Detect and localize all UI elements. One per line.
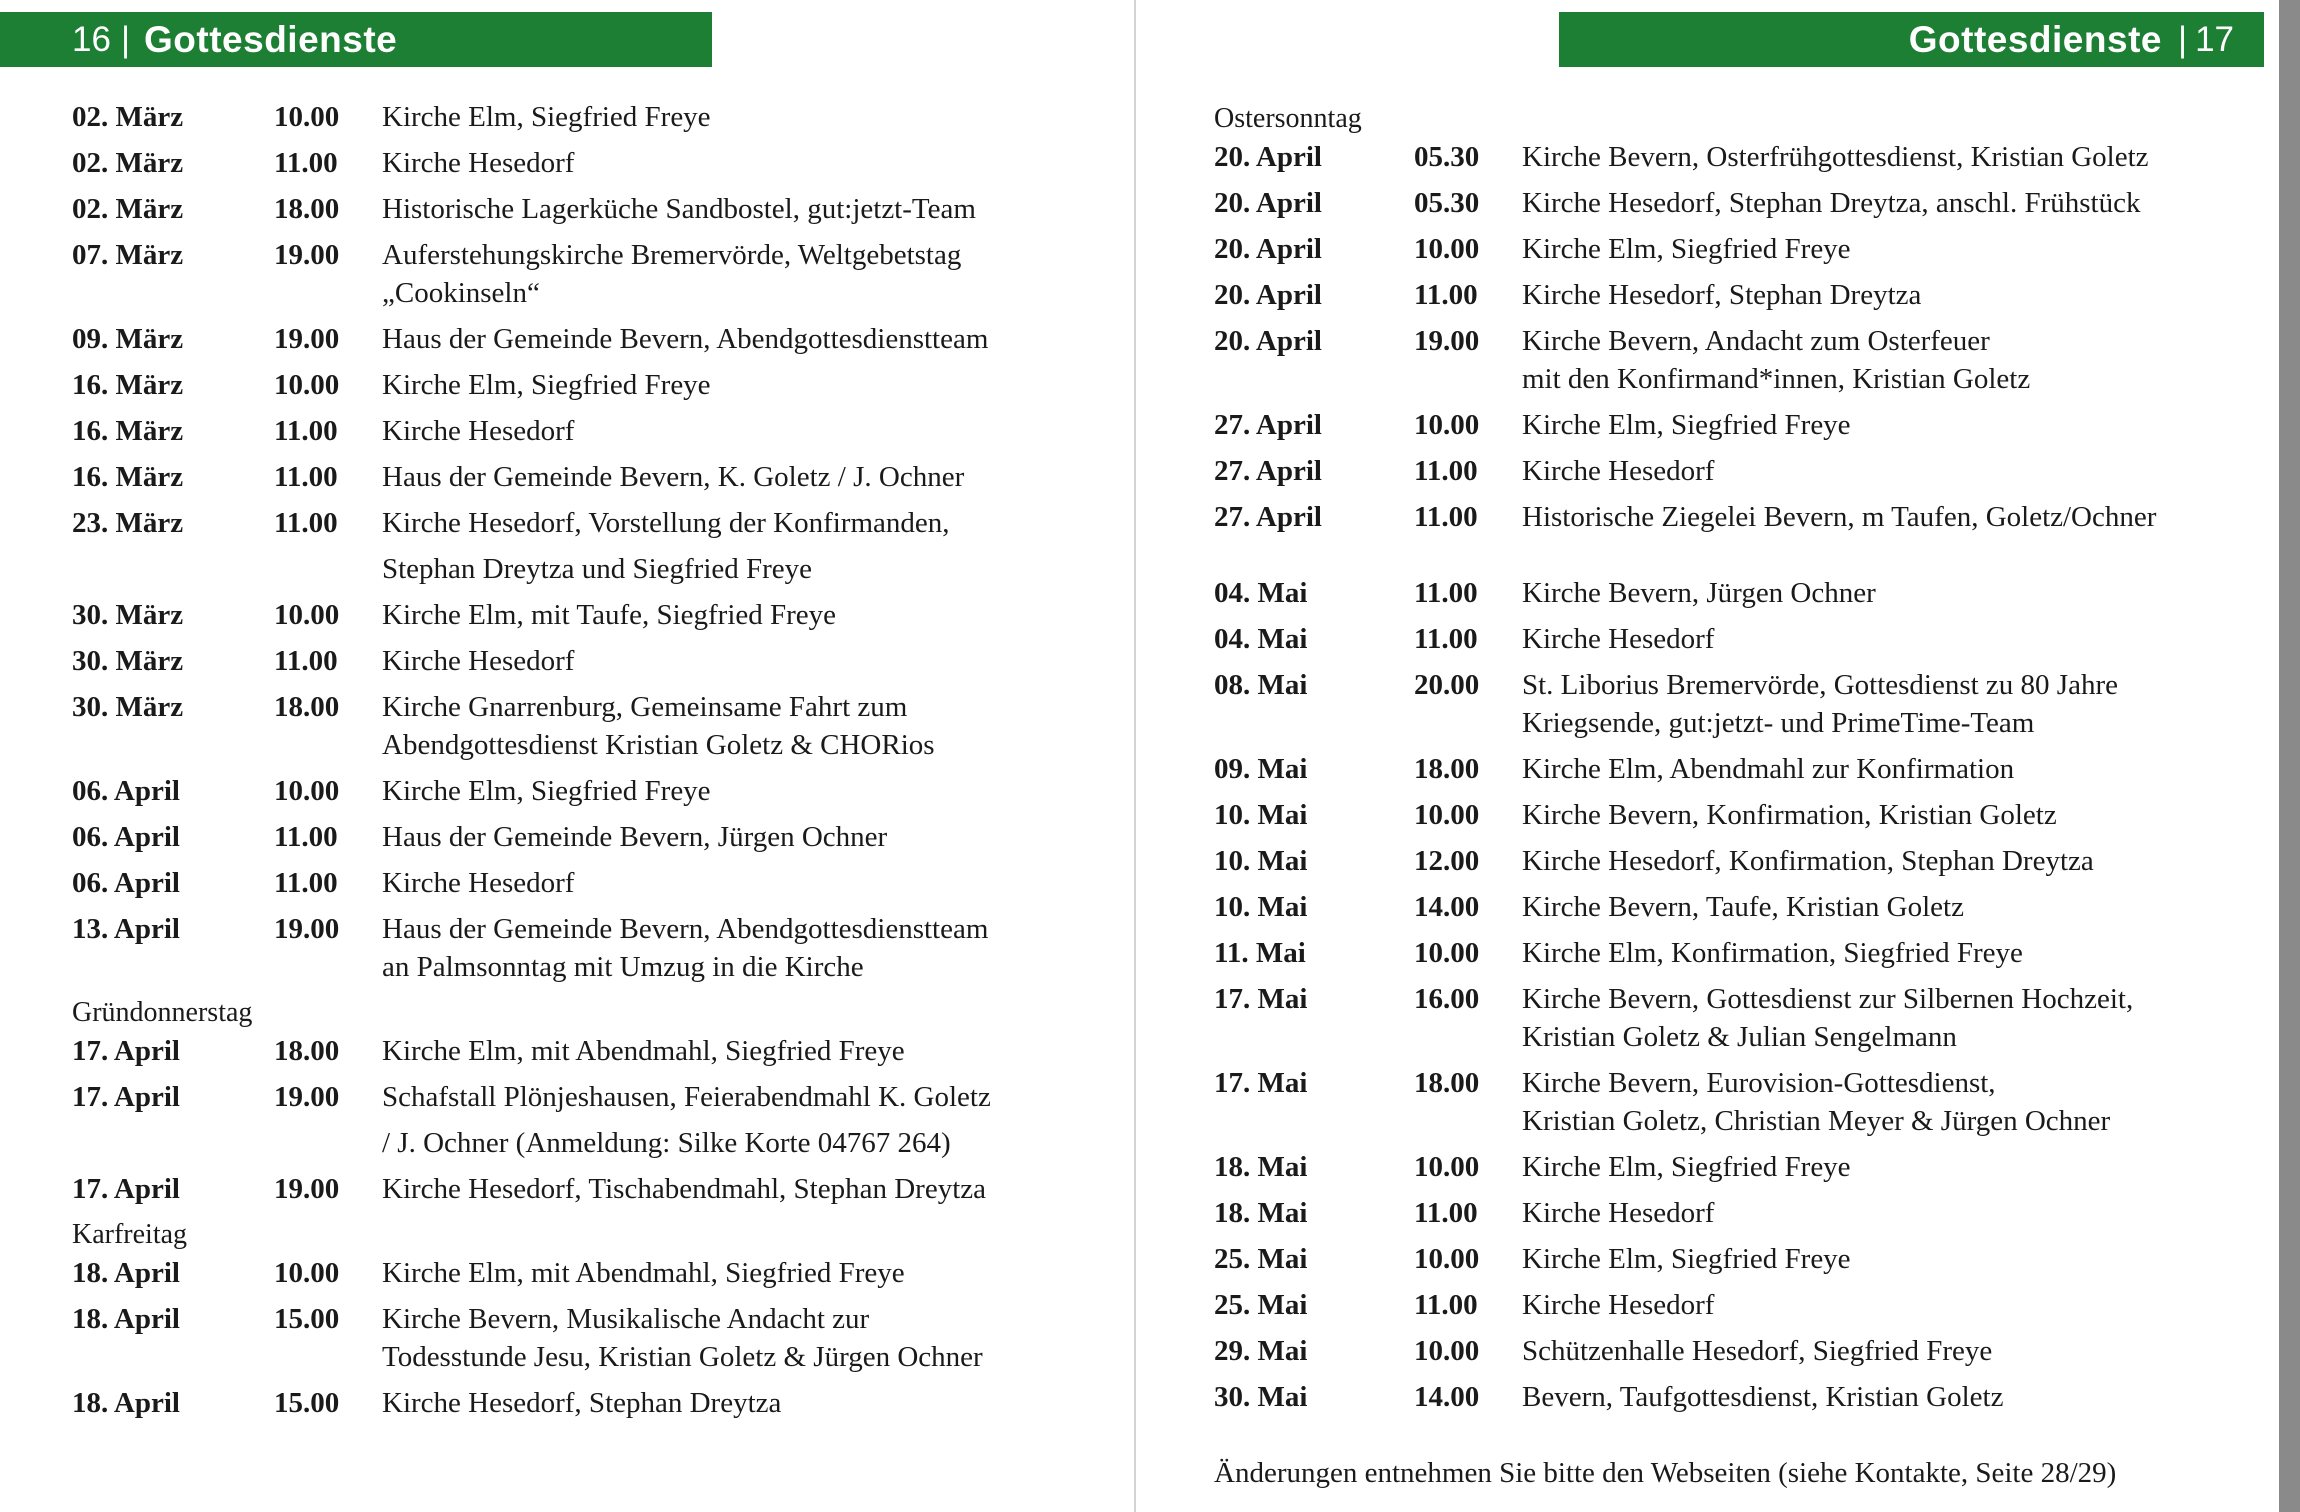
schedule-row — [1214, 276, 2254, 314]
service-time: 11.00 — [1414, 279, 1478, 311]
right-page-header — [1559, 12, 2264, 67]
service-time: 11.00 — [1414, 1289, 1478, 1321]
service-date: 30. März — [72, 691, 184, 723]
entries-group — [72, 1254, 1072, 1422]
description-line: Historische Lagerküche Sandbostel, gut:jetzt-Team — [382, 193, 976, 225]
schedule-row — [72, 910, 1072, 986]
service-description — [1522, 276, 2254, 314]
service-description — [382, 144, 1072, 182]
description-line: Auferstehungskirche Bremervörde, Weltgebetstag — [382, 239, 962, 271]
schedule-row — [72, 818, 1072, 856]
service-date: 18. April — [72, 1257, 180, 1289]
service-description — [1522, 1286, 2254, 1324]
description-line: Kirche Hesedorf — [1522, 623, 1715, 655]
footer-note: Änderungen entnehmen Sie bitte den Webseiten (siehe Kontakte, Seite 28/29) — [1214, 1457, 2117, 1489]
description-line: Kirche Hesedorf, Vorstellung der Konfirmanden, — [382, 507, 950, 539]
service-date: 08. Mai — [1214, 669, 1308, 701]
description-line: Kirche Bevern, Musikalische Andacht zur — [382, 1303, 870, 1335]
schedule-row — [1214, 1148, 2254, 1186]
description-line: Kirche Hesedorf — [1522, 1289, 1715, 1321]
description-line: an Palmsonntag mit Umzug in die Kirche — [382, 951, 864, 983]
service-time: 05.30 — [1414, 187, 1480, 219]
service-date: 20. April — [1214, 187, 1322, 219]
service-date: 25. Mai — [1214, 1289, 1308, 1321]
service-time: 11.00 — [1414, 455, 1478, 487]
description-line: Kirche Elm, Siegfried Freye — [382, 101, 711, 133]
schedule-row — [72, 642, 1072, 680]
description-line: Kirche Bevern, Eurovision-Gottesdienst, — [1522, 1067, 1996, 1099]
service-description — [382, 1032, 1072, 1070]
schedule-row — [1214, 888, 2254, 926]
schedule-row — [72, 366, 1072, 404]
description-line: Kirche Elm, mit Abendmahl, Siegfried Freye — [382, 1257, 905, 1289]
service-description — [1522, 230, 2254, 268]
service-date: 02. März — [72, 101, 184, 133]
schedule-row — [72, 320, 1072, 358]
description-line: St. Liborius Bremervörde, Gottesdienst zu 80 Jahre — [1522, 669, 2118, 701]
section-label-gruendonnerstag: Gründonnerstag — [72, 997, 253, 1028]
description-line: Schafstall Plönjeshausen, Feierabendmahl K. Goletz — [382, 1081, 991, 1113]
description-line: Kirche Hesedorf — [1522, 1197, 1715, 1229]
page-title: Gottesdienste — [1908, 18, 2162, 60]
service-date: 30. März — [72, 599, 184, 631]
description-line: Todesstunde Jesu, Kristian Goletz & Jürgen Ochner — [382, 1341, 983, 1373]
service-date: 27. April — [1214, 409, 1322, 441]
service-description — [1522, 1378, 2254, 1416]
description-line: Kirche Hesedorf, Stephan Dreytza — [382, 1387, 782, 1419]
service-time: 10.00 — [1414, 409, 1480, 441]
schedule-row — [1214, 842, 2254, 880]
service-date: 02. März — [72, 147, 184, 179]
service-date: 17. April — [72, 1081, 180, 1113]
service-time: 14.00 — [1414, 1381, 1480, 1413]
service-time: 10.00 — [1414, 1151, 1480, 1183]
service-date: 20. April — [1214, 325, 1322, 357]
service-description — [382, 1384, 1072, 1422]
service-date: 30. März — [72, 645, 184, 677]
schedule-row — [1214, 1194, 2254, 1232]
description-line: Kristian Goletz & Julian Sengelmann — [1522, 1021, 1957, 1053]
schedule-row — [1214, 1240, 2254, 1278]
schedule-row — [1214, 498, 2254, 536]
description-line: Kirche Elm, Siegfried Freye — [382, 369, 711, 401]
description-line: Kirche Hesedorf — [382, 867, 575, 899]
schedule-row — [1214, 184, 2254, 222]
service-description — [1522, 406, 2254, 444]
description-line: Kirche Hesedorf, Tischabendmahl, Stephan Dreytza — [382, 1173, 987, 1205]
service-time: 11.00 — [274, 147, 338, 179]
service-description — [1522, 666, 2254, 742]
description-line: Kirche Hesedorf — [382, 415, 575, 447]
description-line: Kirche Bevern, Konfirmation, Kristian Goletz — [1522, 799, 2057, 831]
service-date: 25. Mai — [1214, 1243, 1308, 1275]
service-description — [382, 818, 1072, 856]
description-line: Kirche Elm, Siegfried Freye — [382, 775, 711, 807]
description-line: Haus der Gemeinde Bevern, Abendgottesdienstteam — [382, 913, 989, 945]
service-description — [382, 1300, 1072, 1376]
service-description — [382, 864, 1072, 902]
description-line: Schützenhalle Hesedorf, Siegfried Freye — [1522, 1335, 1993, 1367]
service-date: 10. Mai — [1214, 891, 1308, 923]
service-description — [1522, 1064, 2254, 1140]
schedule-row — [1214, 980, 2254, 1056]
right-page — [1136, 0, 2279, 1512]
service-description — [1522, 1148, 2254, 1186]
service-description — [382, 1170, 1072, 1208]
service-date: 17. Mai — [1214, 983, 1308, 1015]
schedule-row — [1214, 574, 2254, 612]
service-time: 14.00 — [1414, 891, 1480, 923]
left-page-header — [0, 12, 712, 67]
description-line: Kirche Elm, Konfirmation, Siegfried Freye — [1522, 937, 2023, 969]
service-date: 20. April — [1214, 141, 1322, 173]
service-description — [1522, 574, 2254, 612]
schedule-row — [1214, 620, 2254, 658]
service-date: 17. April — [72, 1173, 180, 1205]
service-date: 17. April — [72, 1035, 180, 1067]
schedule-row — [72, 412, 1072, 450]
service-date: 29. Mai — [1214, 1335, 1308, 1367]
entries-group — [1214, 574, 2254, 1416]
description-line: Bevern, Taufgottesdienst, Kristian Goletz — [1522, 1381, 2004, 1413]
service-time: 19.00 — [274, 1081, 340, 1113]
schedule-row — [1214, 1378, 2254, 1416]
service-time: 10.00 — [1414, 1243, 1480, 1275]
service-description — [1522, 138, 2254, 176]
schedule-row — [1214, 934, 2254, 972]
service-time: 11.00 — [274, 507, 338, 539]
service-time: 20.00 — [1414, 669, 1480, 701]
service-time: 16.00 — [1414, 983, 1480, 1015]
service-description — [382, 98, 1072, 136]
service-description — [1522, 1332, 2254, 1370]
service-time: 15.00 — [274, 1387, 340, 1419]
description-line: Kirche Hesedorf — [382, 645, 575, 677]
service-date: 20. April — [1214, 279, 1322, 311]
description-line: Kristian Goletz, Christian Meyer & Jürgen Ochner — [1522, 1105, 2111, 1137]
service-time: 15.00 — [274, 1303, 340, 1335]
service-description — [382, 772, 1072, 810]
service-time: 18.00 — [274, 193, 340, 225]
description-line: Kirche Elm, Abendmahl zur Konfirmation — [1522, 753, 2015, 785]
description-line: Kirche Hesedorf, Konfirmation, Stephan Dreytza — [1522, 845, 2094, 877]
description-line: mit den Konfirmand*innen, Kristian Goletz — [1522, 363, 2031, 395]
service-description — [382, 190, 1072, 228]
schedule-row — [1214, 1286, 2254, 1324]
service-date: 16. März — [72, 461, 184, 493]
service-time: 11.00 — [274, 645, 338, 677]
schedule-row — [1214, 1332, 2254, 1370]
section-label-ostersonntag: Ostersonntag — [1214, 103, 1362, 134]
page-number: 16 — [72, 19, 111, 59]
description-line: Haus der Gemeinde Bevern, Abendgottesdienstteam — [382, 323, 989, 355]
service-time: 10.00 — [1414, 937, 1480, 969]
service-time: 18.00 — [274, 1035, 340, 1067]
service-date: 07. März — [72, 239, 184, 271]
service-time: 10.00 — [274, 1257, 340, 1289]
service-time: 18.00 — [274, 691, 340, 723]
entries-group — [1214, 138, 2254, 536]
service-description — [382, 910, 1072, 986]
service-description — [1522, 934, 2254, 972]
schedule-list-right — [1214, 100, 2254, 1416]
service-time: 05.30 — [1414, 141, 1480, 173]
service-date: 30. Mai — [1214, 1381, 1308, 1413]
service-description — [382, 1078, 1072, 1162]
page-title: Gottesdienste — [144, 18, 398, 60]
service-date: 16. März — [72, 415, 184, 447]
schedule-row — [72, 236, 1072, 312]
service-time: 11.00 — [1414, 623, 1478, 655]
service-time: 11.00 — [274, 415, 338, 447]
service-description — [382, 366, 1072, 404]
schedule-row — [1214, 750, 2254, 788]
description-line: Kirche Elm, Siegfried Freye — [1522, 1151, 1851, 1183]
description-line: „Cookinseln“ — [382, 277, 540, 309]
service-time: 10.00 — [1414, 799, 1480, 831]
service-time: 10.00 — [274, 599, 340, 631]
service-date: 18. April — [72, 1387, 180, 1419]
service-time: 10.00 — [274, 101, 340, 133]
description-line: Haus der Gemeinde Bevern, Jürgen Ochner — [382, 821, 888, 853]
schedule-row — [1214, 452, 2254, 490]
service-date: 06. April — [72, 775, 180, 807]
schedule-row — [1214, 230, 2254, 268]
service-description — [382, 688, 1072, 764]
service-time: 11.00 — [1414, 501, 1478, 533]
service-description — [1522, 796, 2254, 834]
description-line: Kriegsende, gut:jetzt- und PrimeTime-Team — [1522, 707, 2035, 739]
header-separator: | — [2177, 19, 2188, 59]
schedule-row — [72, 864, 1072, 902]
description-line: Historische Ziegelei Bevern, m Taufen, Goletz/Ochner — [1522, 501, 2157, 533]
service-date: 06. April — [72, 821, 180, 853]
schedule-row — [1214, 138, 2254, 176]
schedule-row — [72, 458, 1072, 496]
schedule-row — [72, 144, 1072, 182]
schedule-row — [72, 596, 1072, 634]
service-description — [382, 596, 1072, 634]
service-date: 04. Mai — [1214, 623, 1308, 655]
service-description — [382, 1254, 1072, 1292]
entries-group — [72, 98, 1072, 986]
schedule-row — [72, 1078, 1072, 1162]
service-description — [1522, 498, 2254, 536]
description-line: Abendgottesdienst Kristian Goletz & CHORios — [382, 729, 935, 761]
service-time: 19.00 — [274, 323, 340, 355]
description-line: Kirche Bevern, Jürgen Ochner — [1522, 577, 1876, 609]
service-description — [382, 504, 1072, 588]
service-time: 19.00 — [274, 913, 340, 945]
service-time: 11.00 — [274, 461, 338, 493]
schedule-row — [72, 1032, 1072, 1070]
schedule-row — [72, 1384, 1072, 1422]
schedule-row — [72, 98, 1072, 136]
service-date: 13. April — [72, 913, 180, 945]
service-description — [1522, 842, 2254, 880]
service-time: 10.00 — [1414, 1335, 1480, 1367]
page-edge-shadow — [2279, 0, 2300, 1512]
description-line: Kirche Elm, Siegfried Freye — [1522, 233, 1851, 265]
service-date: 09. März — [72, 323, 184, 355]
service-description — [382, 458, 1072, 496]
service-time: 12.00 — [1414, 845, 1480, 877]
service-description — [1522, 888, 2254, 926]
schedule-row — [72, 1300, 1072, 1376]
service-time: 11.00 — [274, 867, 338, 899]
service-description — [1522, 184, 2254, 222]
service-description — [1522, 1240, 2254, 1278]
description-line: Kirche Bevern, Andacht zum Osterfeuer — [1522, 325, 1990, 357]
service-description — [382, 320, 1072, 358]
service-time: 19.00 — [274, 239, 340, 271]
schedule-row — [1214, 1064, 2254, 1140]
service-date: 27. April — [1214, 455, 1322, 487]
service-time: 18.00 — [1414, 753, 1480, 785]
description-line: Kirche Hesedorf, Stephan Dreytza, anschl. Frühstück — [1522, 187, 2141, 219]
service-description — [382, 642, 1072, 680]
service-time: 10.00 — [1414, 233, 1480, 265]
service-date: 18. April — [72, 1303, 180, 1335]
description-line: Kirche Hesedorf — [382, 147, 575, 179]
description-line: Kirche Elm, Siegfried Freye — [1522, 1243, 1851, 1275]
service-time: 18.00 — [1414, 1067, 1480, 1099]
service-date: 16. März — [72, 369, 184, 401]
header-separator: | — [120, 19, 131, 59]
schedule-row — [72, 1170, 1072, 1208]
schedule-row — [1214, 406, 2254, 444]
description-line: / J. Ochner (Anmeldung: Silke Korte 04767 264) — [382, 1127, 951, 1159]
schedule-row — [72, 504, 1072, 588]
service-date: 10. Mai — [1214, 799, 1308, 831]
service-description — [1522, 980, 2254, 1056]
service-date: 17. Mai — [1214, 1067, 1308, 1099]
service-date: 18. Mai — [1214, 1151, 1308, 1183]
service-time: 19.00 — [274, 1173, 340, 1205]
service-date: 27. April — [1214, 501, 1322, 533]
description-line: Kirche Bevern, Osterfrühgottesdienst, Kristian Goletz — [1522, 141, 2149, 173]
service-time: 10.00 — [274, 775, 340, 807]
service-date: 04. Mai — [1214, 577, 1308, 609]
service-description — [382, 236, 1072, 312]
service-description — [1522, 322, 2254, 398]
service-date: 10. Mai — [1214, 845, 1308, 877]
description-line: Kirche Gnarrenburg, Gemeinsame Fahrt zum — [382, 691, 908, 723]
service-time: 11.00 — [1414, 577, 1478, 609]
schedule-row — [1214, 322, 2254, 398]
service-time: 11.00 — [274, 821, 338, 853]
service-date: 02. März — [72, 193, 184, 225]
description-line: Kirche Elm, mit Abendmahl, Siegfried Freye — [382, 1035, 905, 1067]
description-line: Kirche Hesedorf — [1522, 455, 1715, 487]
service-time: 11.00 — [1414, 1197, 1478, 1229]
service-date: 09. Mai — [1214, 753, 1308, 785]
service-date: 18. Mai — [1214, 1197, 1308, 1229]
service-time: 10.00 — [274, 369, 340, 401]
service-date: 06. April — [72, 867, 180, 899]
schedule-list-left — [72, 98, 1072, 1422]
service-description — [1522, 750, 2254, 788]
description-line: Haus der Gemeinde Bevern, K. Goletz / J. Ochner — [382, 461, 965, 493]
schedule-row — [1214, 666, 2254, 742]
spacer — [1214, 536, 2254, 574]
service-date: 20. April — [1214, 233, 1322, 265]
service-date: 11. Mai — [1214, 937, 1306, 969]
service-description — [1522, 452, 2254, 490]
schedule-row — [72, 190, 1072, 228]
service-description — [1522, 620, 2254, 658]
description-line: Stephan Dreytza und Siegfried Freye — [382, 553, 813, 585]
entries-group — [72, 1032, 1072, 1208]
service-time: 19.00 — [1414, 325, 1480, 357]
description-line: Kirche Elm, Siegfried Freye — [1522, 409, 1851, 441]
schedule-row — [72, 772, 1072, 810]
service-description — [1522, 1194, 2254, 1232]
description-line: Kirche Hesedorf, Stephan Dreytza — [1522, 279, 1922, 311]
page-number: 17 — [2195, 19, 2234, 59]
schedule-row — [72, 688, 1072, 764]
description-line: Kirche Bevern, Taufe, Kristian Goletz — [1522, 891, 1964, 923]
schedule-row — [72, 1254, 1072, 1292]
service-date: 23. März — [72, 507, 184, 539]
description-line: Kirche Elm, mit Taufe, Siegfried Freye — [382, 599, 837, 631]
service-description — [382, 412, 1072, 450]
description-line: Kirche Bevern, Gottesdienst zur Silbernen Hochzeit, — [1522, 983, 2134, 1015]
left-page — [0, 0, 1134, 1512]
section-label-karfreitag: Karfreitag — [72, 1219, 188, 1250]
schedule-row — [1214, 796, 2254, 834]
